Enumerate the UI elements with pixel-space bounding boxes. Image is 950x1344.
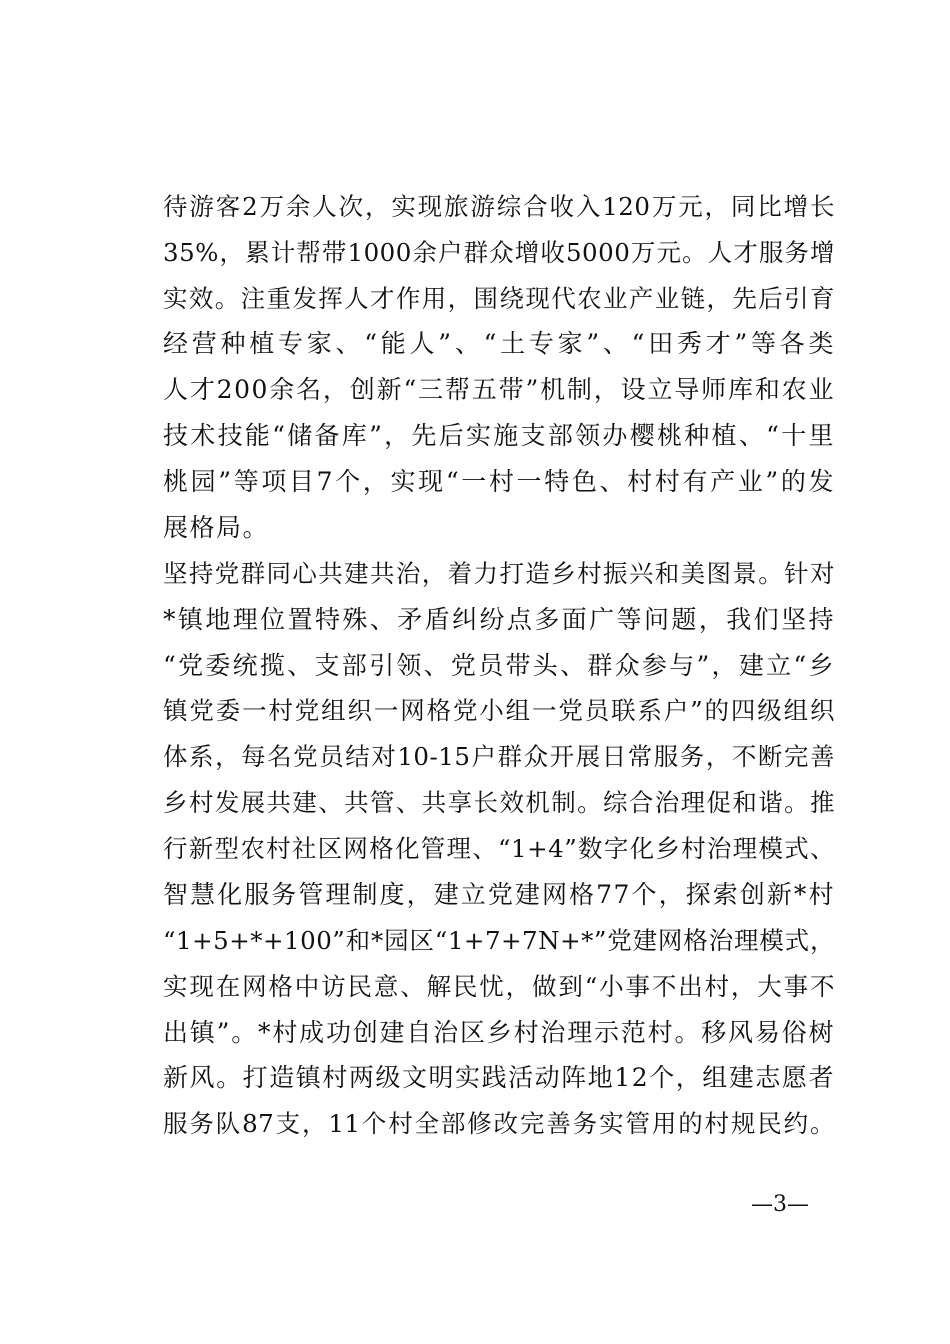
body-text-line: 新风。打造镇村两级文明实践活动阵地12个，组建志愿者	[163, 1063, 835, 1092]
body-text-line: 智慧化服务管理制度，建立党建网格77个，探索创新*村	[163, 880, 835, 909]
body-text-line: “1+5+*+100”和*园区“1+7+7N+*”党建网格治理模式，	[163, 926, 835, 955]
body-text-line: 35%，累计帮带1000余户群众增收5000万元。人才服务增	[163, 238, 835, 267]
body-text-line: 技术技能“储备库”，先后实施支部领办樱桃种植、“十里	[163, 421, 835, 450]
body-text-line: 经营种植专家、“能人”、“土专家”、“田秀才”等各类	[163, 329, 835, 358]
body-text-line: 服务队87支，11个村全部修改完善务实管用的村规民约。	[163, 1109, 835, 1138]
body-text-line: 乡村发展共建、共管、共享长效机制。综合治理促和谐。推	[163, 788, 835, 817]
body-text-line: 体系，每名党员结对10-15户群众开展日常服务，不断完善	[163, 742, 835, 771]
body-text-line: 坚持党群同心共建共治，着力打造乡村振兴和美图景。针对	[163, 559, 835, 588]
body-text-line: 实效。注重发挥人才作用，围绕现代农业产业链，先后引育	[163, 284, 835, 313]
body-text-line: 桃园”等项目7个，实现“一村一特色、村村有产业”的发	[163, 467, 835, 496]
body-text-line: 镇党委一村党组织一网格党小组一党员联系户”的四级组织	[163, 696, 835, 725]
body-text-line: *镇地理位置特殊、矛盾纠纷点多面广等问题，我们坚持	[163, 605, 835, 634]
body-text-line: 出镇”。*村成功创建自治区乡村治理示范村。移风易俗树	[163, 1018, 835, 1047]
body-text-line: 实现在网格中访民意、解民忧，做到“小事不出村，大事不	[163, 972, 835, 1001]
body-text-line: 待游客2万余人次，实现旅游综合收入120万元，同比增长	[163, 192, 835, 221]
body-text-line: 人才200余名，创新“三帮五带”机制，设立导师库和农业	[163, 375, 835, 404]
body-text-line: “党委统揽、支部引领、党员带头、群众参与”，建立“乡	[163, 651, 835, 680]
body-text-line: 行新型农村社区网格化管理、“1+4”数字化乡村治理模式、	[163, 834, 835, 863]
body-text-line: 展格局。	[163, 513, 270, 542]
page-number: —3—	[751, 1192, 809, 1217]
